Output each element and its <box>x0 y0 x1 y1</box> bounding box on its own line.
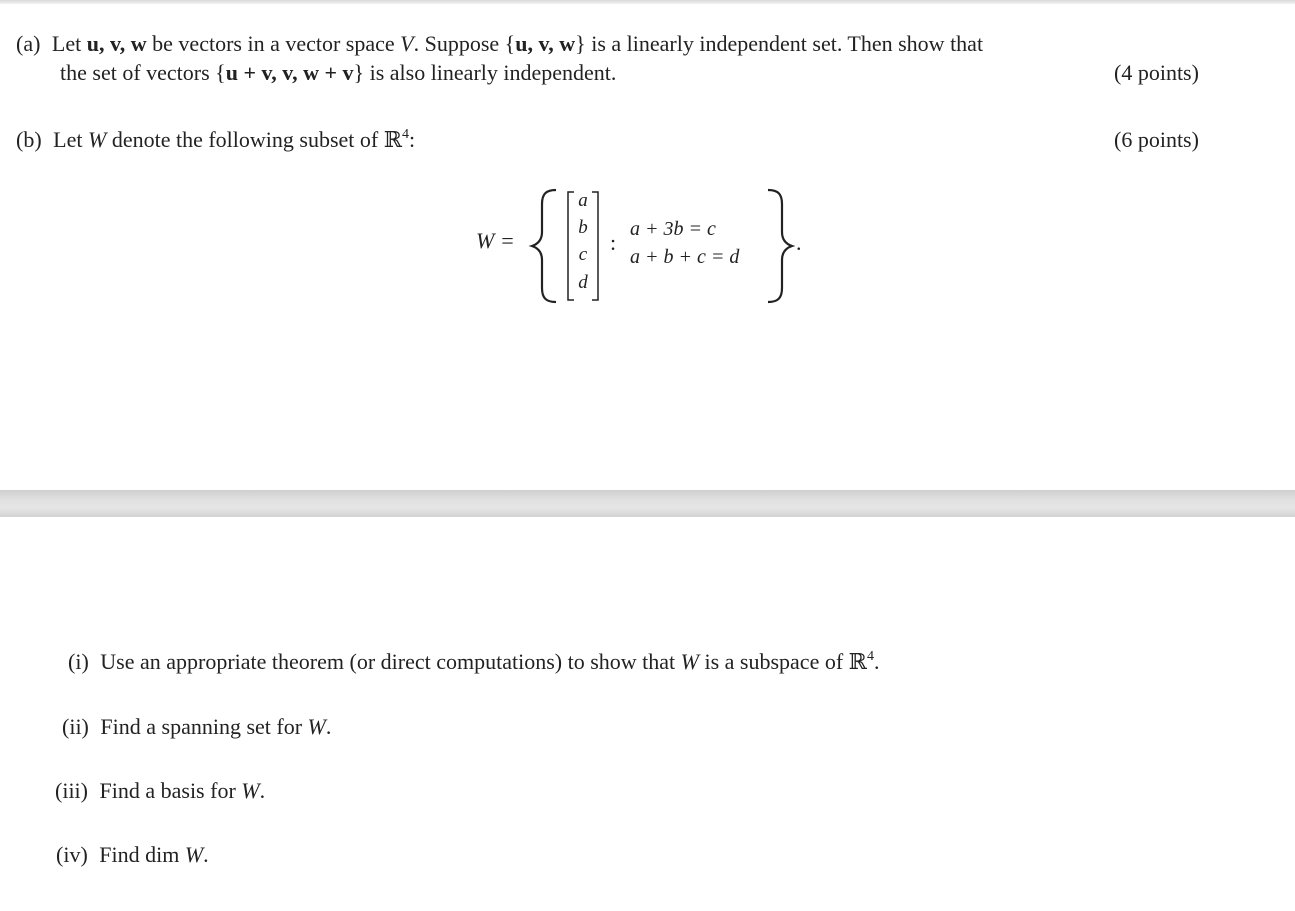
vector-entry-a: a <box>578 190 588 211</box>
part-a-line-2: the set of vectors {u + v, v, w + v} is also linearly independent. <box>60 60 617 85</box>
subpart-iv-label: (iv) <box>56 842 88 867</box>
subset-symbol: W <box>87 127 107 152</box>
set-trailing-period: . <box>796 230 802 255</box>
set-definition <box>476 186 806 306</box>
set-builder-colon: : <box>610 230 617 255</box>
part-b-line: (b) Let W denote the following subset of ℝ$^4$: <box>16 127 416 152</box>
subpart-iv: (iv) Find dim W. <box>56 842 209 867</box>
set-lhs: W = <box>476 228 515 253</box>
condition-1: a + 3b = c <box>630 218 716 240</box>
new-vector-set: u + v, v, w + v <box>225 60 354 85</box>
vector-list: u, v, w <box>86 31 147 56</box>
vector-entry-d: d <box>578 272 588 293</box>
matrix-right-bracket <box>592 192 598 300</box>
left-curly-brace <box>532 190 556 302</box>
part-a-line-1: (a) Let u, v, w be vectors in a vector space V. Suppose {u, v, w} is a linearly independent set. Then show that <box>16 31 984 56</box>
subpart-ii-label: (ii) <box>62 714 89 739</box>
part-a-label: (a) <box>16 31 41 56</box>
subpart-i: (i) Use an appropriate theorem (or direct computations) to show that W is a subspace of ℝ$^4$. <box>68 649 880 674</box>
part-b-label: (b) <box>16 127 42 152</box>
vector-entry-b: b <box>578 217 588 238</box>
right-curly-brace <box>768 190 792 302</box>
part-a-points: (4 points) <box>1114 60 1199 85</box>
subpart-iii: (iii) Find a basis for W. <box>55 778 266 803</box>
vector-space-symbol: V <box>400 31 414 56</box>
page-separator <box>0 490 1295 517</box>
subpart-iii-label: (iii) <box>55 778 88 803</box>
subpart-ii: (ii) Find a spanning set for W. <box>62 714 332 739</box>
independent-set: u, v, w <box>515 31 576 56</box>
condition-2: a + b + c = d <box>630 246 740 268</box>
part-b-points: (6 points) <box>1114 127 1199 152</box>
subpart-i-label: (i) <box>68 649 89 674</box>
vector-entry-c: c <box>578 244 588 265</box>
